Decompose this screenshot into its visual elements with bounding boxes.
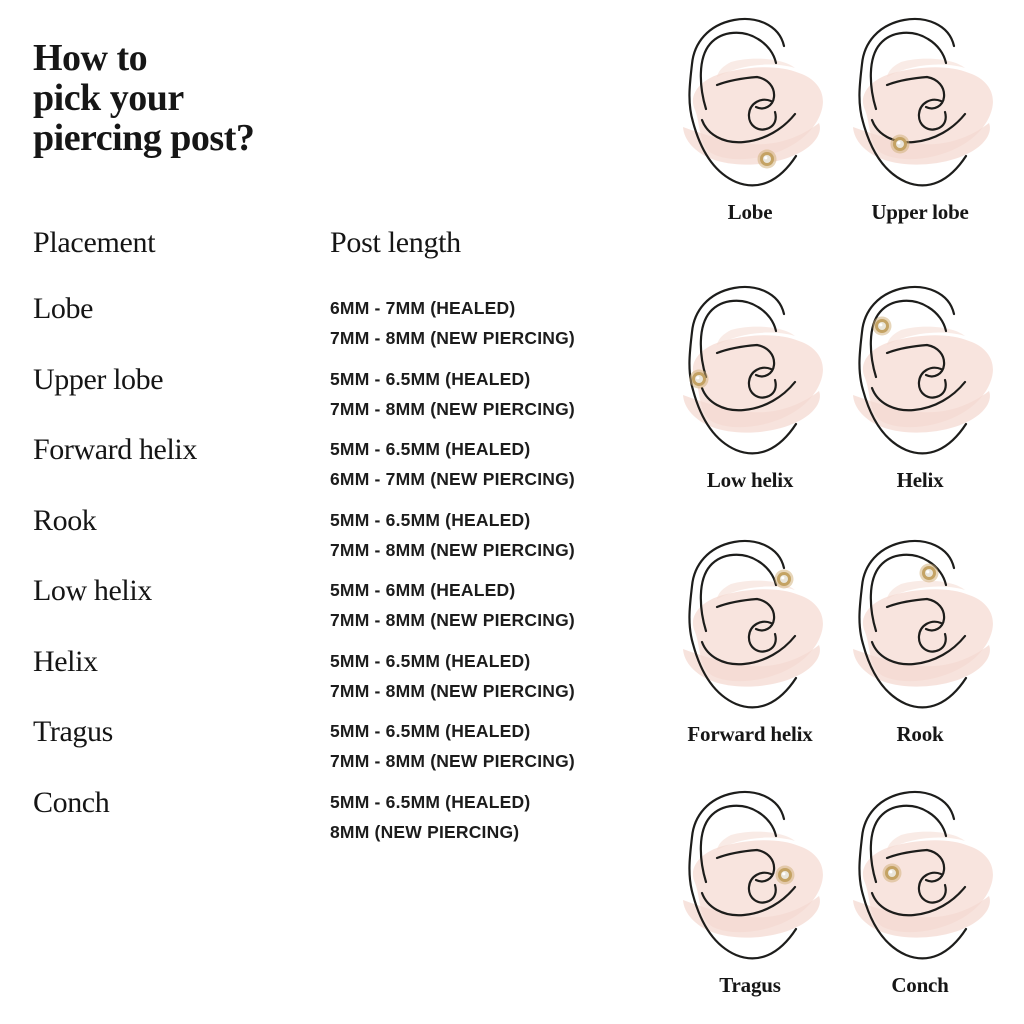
placement-name: Rook — [33, 503, 97, 537]
title-line: How to — [33, 37, 148, 79]
post-length-new: 7MM - 8MM (NEW PIERCING) — [330, 539, 575, 560]
table-row — [33, 575, 653, 635]
ear-illustration — [835, 15, 1005, 195]
ear-illustration — [835, 283, 1005, 463]
table-row — [33, 505, 653, 565]
ear-diagram — [835, 788, 1005, 998]
column-header-placement: Placement — [33, 226, 156, 259]
post-length-new: 7MM - 8MM (NEW PIERCING) — [330, 328, 575, 348]
post-length-values — [330, 575, 575, 635]
placement-name: Low helix — [33, 574, 152, 607]
post-length-new: 7MM - 8MM (NEW PIERCING) — [330, 680, 575, 701]
title-line: piercing post? — [33, 117, 255, 159]
ear-illustration — [665, 283, 835, 463]
ear-label: Forward helix — [687, 722, 813, 746]
ear-diagram — [835, 15, 1005, 225]
ear-illustration — [665, 537, 835, 717]
placement-name: Tragus — [33, 715, 113, 748]
page-title — [33, 38, 254, 158]
ear-label: Low helix — [706, 468, 794, 492]
table-row — [33, 787, 653, 847]
post-length-healed: 5MM - 6.5MM (HEALED) — [330, 650, 531, 671]
ear-diagram — [665, 15, 835, 225]
table-header — [33, 226, 653, 260]
ear-illustration — [665, 788, 835, 968]
table-row — [33, 646, 653, 706]
ear-label: Rook — [896, 722, 944, 746]
post-length-values — [330, 646, 575, 706]
placement-name: Helix — [33, 644, 98, 678]
stud-earring-icon — [873, 317, 892, 336]
title-line: pick your — [33, 77, 184, 119]
table-body — [33, 293, 653, 847]
post-length-new: 7MM - 8MM (NEW PIERCING) — [330, 610, 575, 630]
post-length-values — [330, 505, 575, 565]
post-length-healed: 5MM - 6.5MM (HEALED) — [330, 721, 531, 741]
post-length-values — [330, 434, 575, 494]
ear-diagram — [665, 283, 835, 493]
stud-earring-icon — [891, 135, 910, 154]
post-length-healed: 6MM - 7MM (HEALED) — [330, 298, 516, 318]
post-length-healed: 5MM - 6.5MM (HEALED) — [330, 439, 531, 459]
post-length-values — [330, 716, 575, 776]
column-header-post-length: Post length — [330, 226, 461, 259]
stud-earring-icon — [776, 866, 795, 885]
post-length-new: 6MM - 7MM (NEW PIERCING) — [330, 469, 575, 489]
stud-earring-icon — [690, 370, 709, 389]
ear-illustration — [835, 788, 1005, 968]
table-row — [33, 293, 653, 353]
post-length-healed: 5MM - 6.5MM (HEALED) — [330, 368, 531, 389]
ear-diagram — [665, 537, 835, 747]
stud-earring-icon — [775, 570, 794, 589]
table-row — [33, 434, 653, 494]
post-length-new: 8MM (NEW PIERCING) — [330, 821, 520, 842]
ear-illustration — [665, 15, 835, 195]
placement-name: Lobe — [33, 292, 94, 325]
placement-name: Forward helix — [33, 433, 197, 466]
ear-diagram — [835, 283, 1005, 493]
post-length-new: 7MM - 8MM (NEW PIERCING) — [330, 751, 575, 771]
ear-diagram — [665, 788, 835, 998]
ear-diagram-grid — [665, 15, 1010, 1015]
placement-table — [33, 226, 653, 857]
ear-label: Lobe — [727, 200, 773, 224]
placement-name: Upper lobe — [33, 362, 164, 396]
placement-name: Conch — [33, 785, 110, 819]
post-length-values — [330, 787, 530, 847]
post-length-values — [330, 293, 575, 353]
table-row — [33, 716, 653, 776]
ear-label: Upper lobe — [871, 200, 969, 224]
ear-label: Helix — [896, 468, 944, 492]
stud-earring-icon — [883, 864, 902, 883]
ear-diagram — [835, 537, 1005, 747]
post-length-values — [330, 364, 575, 424]
post-length-healed: 5MM - 6.5MM (HEALED) — [330, 791, 531, 812]
stud-earring-icon — [758, 150, 777, 169]
ear-illustration — [835, 537, 1005, 717]
ear-label: Conch — [891, 973, 949, 997]
ear-label: Tragus — [719, 973, 781, 997]
post-length-new: 7MM - 8MM (NEW PIERCING) — [330, 398, 575, 419]
stud-earring-icon — [920, 564, 939, 583]
table-row — [33, 364, 653, 424]
post-length-healed: 5MM - 6MM (HEALED) — [330, 580, 516, 600]
post-length-healed: 5MM - 6.5MM (HEALED) — [330, 509, 531, 530]
